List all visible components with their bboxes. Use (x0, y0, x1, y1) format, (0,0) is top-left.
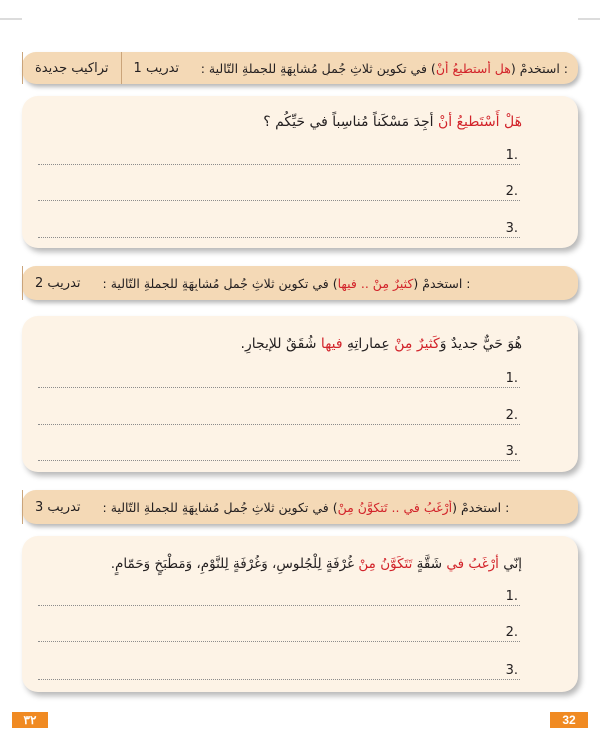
exercise-3-line-number: 1. (505, 589, 518, 604)
exercise-1-card (22, 96, 578, 248)
exercise-3-line-number: 2. (505, 625, 518, 640)
exercise-1-line-number: 3. (505, 221, 518, 236)
exercise-2-line-number: 2. (505, 408, 518, 423)
exercise-2-line-number: 1. (505, 371, 518, 386)
page-number-latin: 32 (550, 712, 588, 728)
page-number-arabic: ٣٢ (12, 712, 48, 728)
exercise-2-answer-line-3[interactable] (38, 459, 520, 461)
exercise-2-instruction: : استخدمْ (كثيرٌ مِنْ .. فيها) في تكوينِ ثلاثِ جُملٍ مُشابِهَةٍ للجملةِ التّالية : (102, 275, 471, 291)
exercise-1-answer-line-1[interactable] (38, 163, 520, 165)
exercise-3-answer-line-1[interactable] (38, 604, 520, 606)
exercise-1-line-number: 2. (505, 184, 518, 199)
exercise-1-answer-line-2[interactable] (38, 199, 520, 201)
exercise-3-title: تدريب 3 (22, 490, 93, 524)
section-label: تراكيب جديدة (22, 52, 121, 84)
exercise-3-instruction: : استخدمْ (أرْغَبُ في .. تَتكوَّنُ مِنْ) في تكوينِ ثلاثِ جُملٍ مُشابِهَةٍ للجملةِ التّالية : (102, 499, 510, 515)
exercise-2-title: تدريب 2 (22, 266, 93, 300)
exercise-2-answer-line-2[interactable] (38, 423, 520, 425)
exercise-2-header (22, 266, 578, 300)
top-rule-left (0, 18, 22, 20)
exercise-3-card (22, 536, 578, 692)
exercise-3-answer-line-3[interactable] (38, 678, 520, 680)
exercise-1-answer-line-3[interactable] (38, 236, 520, 238)
exercise-2-example: هُوَ حَيٌّ جديدٌ وَكَثيرٌ مِنْ عِماراتِهِ فيها شُقَقٌ للإيجارِ. (240, 336, 522, 352)
exercise-1-line-number: 1. (505, 148, 518, 163)
exercise-1-example: هَلْ أَسْتَطيعُ أنْ أجِدَ مَسْكَناً مُناسِباً في حَيِّكُم ؟ (263, 114, 522, 130)
exercise-3-example: إنّي أرْغَبُ في شَقَّةٍ تَتَكَوَّنُ مِنْ غُرْفَةٍ لِلْجُلوسِ، وَغُرْفَةٍ لِلنَّوْمِ، وَمَطْبَخٍ وَحَمّامٍ. (110, 556, 522, 572)
exercise-2-line-number: 3. (505, 444, 518, 459)
exercise-1-title: تدريب 1 (121, 52, 192, 84)
top-rule-right (578, 18, 600, 20)
exercise-3-line-number: 3. (505, 663, 518, 678)
exercise-1-instruction: : استخدمْ (هل أستطيعُ أنْ) في تكوينِ ثلاثِ جُملٍ مُشابِهَةٍ للجملةِ التّالية : (200, 60, 568, 76)
exercise-2-answer-line-1[interactable] (38, 386, 520, 388)
exercise-3-header (22, 490, 578, 524)
exercise-1-header (22, 52, 578, 84)
exercise-3-answer-line-2[interactable] (38, 640, 520, 642)
exercise-2-card (22, 316, 578, 472)
